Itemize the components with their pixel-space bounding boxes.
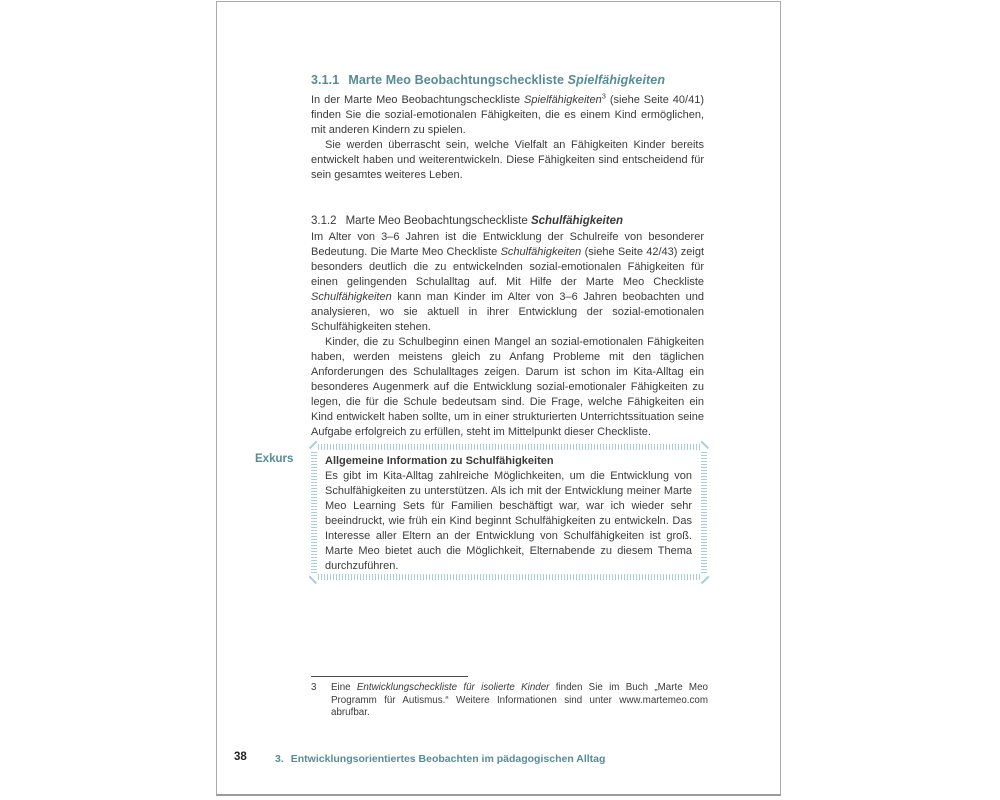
footnote-number: 3 bbox=[311, 682, 317, 693]
footnote-text bbox=[331, 682, 708, 720]
section-number: 3.1.1 bbox=[311, 73, 340, 88]
paragraph-italic: Schulfähigkeiten bbox=[500, 246, 582, 258]
footnote-text-part: finden Sie im Buch „Marte Meo Programm für Autismus.“ Weitere Informationen sind unter www.martemeo.com abrufbar. bbox=[331, 682, 708, 718]
border-corner-curl bbox=[701, 575, 709, 583]
hatched-border-left bbox=[311, 451, 317, 573]
hatched-border-right bbox=[701, 451, 707, 573]
footnote-separator-rule bbox=[311, 676, 468, 677]
footnote-italic: Entwicklungscheckliste für isolierte Kinder bbox=[356, 682, 550, 693]
section-title-bold-italic: Schulfähigkeiten bbox=[530, 214, 623, 227]
paragraph-schulbeginn: Kinder, die zu Schulbeginn einen Mangel an sozial-emotionalen Fähigkeiten haben, werden meistens gleich zu Anfang Probleme mit den täglichen Anforderungen des Schulalltages zeigen. Darum ist schon im Kita-Alltag ein besonderes Augenmerk auf die Entwicklung sozial-emotionaler Fähigkeiten zu legen, die für die Schule bedeutsam sind. Die Frage, welche Fähigkeiten ein Kind entwickelt haben sollte, um in einer strukturierten Unterrichtssituation seine Aufgabe erfolgreich zu erfüllen, steht im Mittelpunkt dieser Checkliste. bbox=[311, 336, 704, 438]
footnote bbox=[311, 682, 708, 720]
section-number: 3.1.2 bbox=[311, 214, 337, 227]
paragraph-text: kann man Kinder im Alter von 3–6 Jahren beobachten und analysieren, wo sie aktuell in ihrer Entwicklung der sozial-emotionalen Schulfähigkeiten stehen. bbox=[311, 291, 704, 333]
page-number: 38 bbox=[234, 751, 247, 763]
intro-text-block bbox=[311, 93, 704, 183]
border-corner-curl bbox=[309, 441, 317, 449]
border-corner-curl bbox=[701, 441, 709, 449]
chapter-title: Entwicklungsorientiertes Beobachten im pädagogischen Alltag bbox=[290, 753, 606, 765]
paragraph-text: In der Marte Meo Beobachtungscheckliste bbox=[311, 94, 525, 106]
paragraph-text: (siehe Seite 40/41) finden Sie die sozial-emotionalen Fähigkeiten, die es einem Kind ermöglichen, mit anderen Kindern zu spielen. bbox=[311, 94, 704, 136]
paragraph-text: (siehe Seite 42/43) zeigt besonders deutlich die zu entwickelnden sozial-emotionalen Fähigkeiten für einen gelingenden Schulalltag auf. Mit Hilfe der Marte Meo Checkliste bbox=[311, 246, 704, 288]
section-title: Marte Meo Beobachtungscheckliste bbox=[348, 73, 568, 88]
footnote-text-part: Eine bbox=[331, 682, 357, 693]
exkurs-content bbox=[325, 454, 692, 574]
exkurs-info-box bbox=[311, 444, 707, 580]
paragraph-text: Im Alter von 3–6 Jahren ist die Entwicklung der Schulreife von besonderer Bedeutung. Die Marte Meo Checkliste bbox=[311, 231, 704, 258]
paragraph-italic: Schulfähigkeiten bbox=[311, 291, 392, 303]
exkurs-box-body: Es gibt im Kita-Alltag zahlreiche Möglichkeiten, um die Entwicklung von Schulfähigkeiten zu unterstützen. Als ich mit der Entwicklung meiner Marte Meo Learning Sets für Familien beschäftigt war, war ich wieder sehr beeindruckt, wie früh ein Kind beginnt Schulfähigkeiten zu entwickeln. Das Interesse aller Eltern an der Entwicklung von Schulfähigkeiten ist groß. Marte Meo bietet auch die Möglichkeit, Elternabende zu diesem Thema durchzuführen. bbox=[325, 470, 692, 572]
section-heading-3-1-2 bbox=[311, 215, 711, 227]
chapter-footer bbox=[275, 753, 605, 765]
paragraph-italic: Spielfähigkeiten bbox=[524, 94, 602, 106]
section-title: Marte Meo Beobachtungscheckliste bbox=[345, 214, 531, 227]
hatched-border-bottom bbox=[318, 574, 700, 580]
chapter-number: 3. bbox=[275, 753, 284, 765]
section-title-italic: Spielfähigkeiten bbox=[567, 73, 666, 88]
paragraph-spielfaehigkeiten bbox=[311, 93, 704, 138]
paragraph-schulreife bbox=[311, 230, 704, 335]
book-page bbox=[216, 1, 781, 796]
section-heading-3-1-1 bbox=[311, 73, 711, 87]
footnote-reference: 3 bbox=[601, 91, 606, 101]
exkurs-margin-label: Exkurs bbox=[255, 453, 294, 465]
hatched-border-top bbox=[318, 444, 700, 450]
border-corner-curl bbox=[309, 575, 317, 583]
paragraph-vielfalt: Sie werden überrascht sein, welche Vielfalt an Fähigkeiten Kinder bereits entwickelt haben und weiterentwickeln. Diese Fähigkeiten sind entscheidend für sein gesamtes weiteres Leben. bbox=[311, 139, 704, 181]
exkurs-box-title: Allgemeine Information zu Schulfähigkeiten bbox=[325, 455, 554, 467]
schulfaehigkeiten-text-block bbox=[311, 230, 704, 440]
